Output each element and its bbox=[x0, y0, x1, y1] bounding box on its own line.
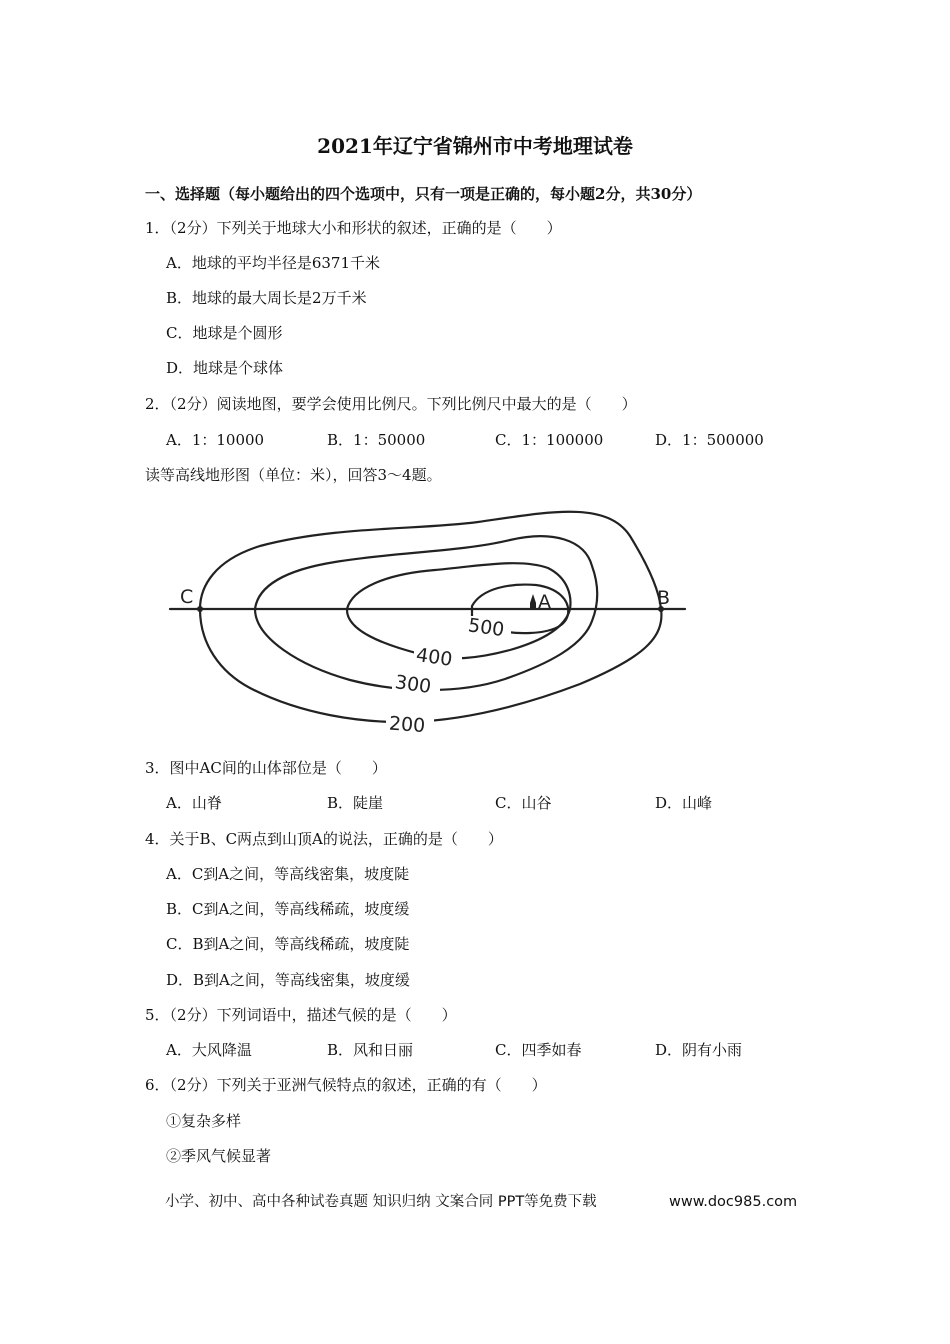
question-2-option-c[interactable]: C．1：100000 bbox=[495, 431, 604, 449]
question-6-stem: 6．（2分）下列关于亚洲气候特点的叙述，正确的有（ ） bbox=[145, 1076, 547, 1094]
question-5-stem: 5．（2分）下列词语中，描述气候的是（ ） bbox=[145, 1006, 457, 1024]
question-4-stem: 4．关于B、C两点到山顶A的说法，正确的是（ ） bbox=[145, 830, 503, 848]
question-3-option-d[interactable]: D．山峰 bbox=[655, 794, 713, 812]
footer-text: 小学、初中、高中各种试卷真题 知识归纳 文案合同 PPT等免费下载 bbox=[165, 1194, 597, 1210]
question-1-option-c[interactable]: C．地球是个圆形 bbox=[166, 324, 283, 342]
question-3-stem: 3．图中AC间的山体部位是（ ） bbox=[145, 759, 387, 777]
section-heading: 一、选择题（每小题给出的四个选项中，只有一项是正确的，每小题2分，共30分） bbox=[145, 185, 702, 203]
summit-marker-icon bbox=[530, 594, 536, 610]
page-title: 2021年辽宁省锦州市中考地理试卷 bbox=[317, 134, 633, 158]
label-c: C bbox=[180, 586, 194, 608]
question-1-option-a[interactable]: A．地球的平均半径是6371千米 bbox=[166, 254, 381, 272]
question-2-stem: 2．（2分）阅读地图，要学会使用比例尺。下列比例尺中最大的是（ ） bbox=[145, 395, 637, 413]
question-4-option-d[interactable]: D．B到A之间，等高线密集，坡度缓 bbox=[166, 971, 410, 989]
label-b: B bbox=[657, 587, 671, 609]
question-4-option-a[interactable]: A．C到A之间，等高线密集，坡度陡 bbox=[166, 865, 410, 883]
question-6-item-2: ②季风气候显著 bbox=[166, 1147, 272, 1165]
contour-label-200: 200 bbox=[388, 712, 426, 738]
question-3-option-c[interactable]: C．山谷 bbox=[495, 794, 552, 812]
question-6-item-1: ①复杂多样 bbox=[166, 1112, 242, 1130]
label-a: A bbox=[538, 591, 551, 613]
contour-400-line bbox=[347, 563, 570, 658]
question-4-option-b[interactable]: B．C到A之间，等高线稀疏，坡度缓 bbox=[166, 900, 410, 918]
question-4-option-c[interactable]: C．B到A之间，等高线稀疏，坡度陡 bbox=[166, 935, 410, 953]
question-5-option-b[interactable]: B．风和日丽 bbox=[327, 1041, 414, 1059]
question-3-option-b[interactable]: B．陡崖 bbox=[327, 794, 384, 812]
question-2-option-b[interactable]: B．1：50000 bbox=[327, 431, 426, 449]
map-intro: 读等高线地形图（单位：米），回答3～4题。 bbox=[145, 466, 442, 484]
question-1-option-b[interactable]: B．地球的最大周长是2万千米 bbox=[166, 289, 367, 307]
question-1-option-d[interactable]: D．地球是个球体 bbox=[166, 359, 284, 377]
question-1-stem: 1．（2分）下列关于地球大小和形状的叙述，正确的是（ ） bbox=[145, 219, 562, 237]
point-c-dot bbox=[197, 606, 203, 612]
question-2-option-a[interactable]: A．1：10000 bbox=[166, 431, 265, 449]
contour-map bbox=[160, 488, 705, 750]
question-5-option-d[interactable]: D．阴有小雨 bbox=[655, 1041, 743, 1059]
contour-label-400: 400 bbox=[414, 644, 454, 671]
question-5-option-a[interactable]: A．大风降温 bbox=[166, 1041, 252, 1059]
question-5-option-c[interactable]: C．四季如春 bbox=[495, 1041, 582, 1059]
question-2-option-d[interactable]: D．1：500000 bbox=[655, 431, 764, 449]
question-3-option-a[interactable]: A．山脊 bbox=[166, 794, 222, 812]
footer-link[interactable]: www.doc985.com bbox=[669, 1194, 798, 1210]
contour-label-300: 300 bbox=[393, 671, 433, 699]
contour-label-500: 500 bbox=[466, 614, 506, 642]
